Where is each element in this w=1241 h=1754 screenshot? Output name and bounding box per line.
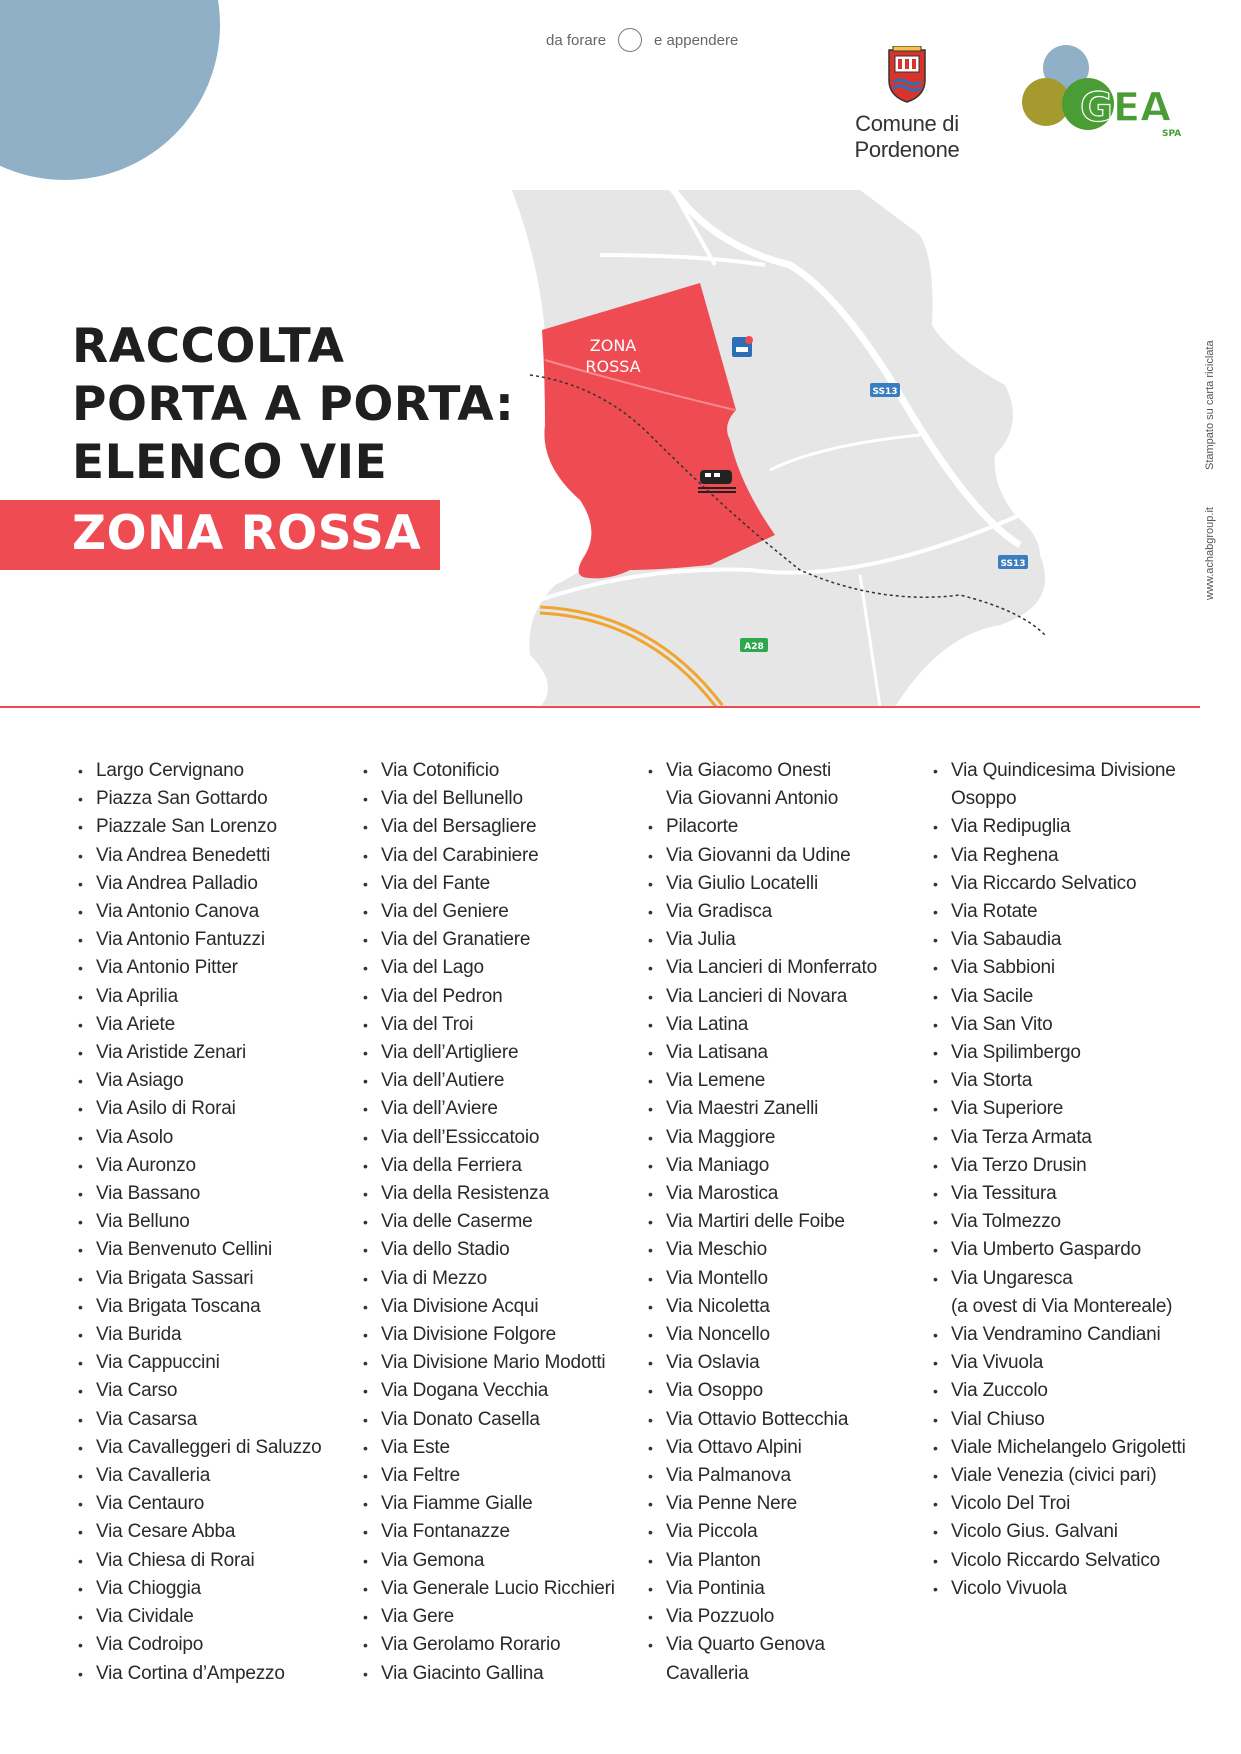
street-item: • Via Planton (648, 1547, 933, 1575)
street-item: • Via Giacomo Onesti (648, 757, 933, 785)
street-item: • Via Gerolamo Rorario (363, 1631, 648, 1659)
street-item: • Via Tolmezzo (933, 1208, 1218, 1236)
street-item: • Via Noncello (648, 1321, 933, 1349)
street-item: • Via Terzo Drusin (933, 1152, 1218, 1180)
road-badge-ss13-upper (870, 383, 900, 397)
coat-of-arms-icon (885, 46, 929, 104)
street-item: • Via Aristide Zenari (78, 1039, 363, 1067)
street-item: • Via Ottavio Bottecchia (648, 1406, 933, 1434)
street-item: (a ovest di Via Montereale) (951, 1295, 1173, 1317)
street-item: • Via Umberto Gaspardo (933, 1236, 1218, 1264)
street-list (78, 757, 1218, 1688)
street-item: • Via Antonio Canova (78, 898, 363, 926)
street-item: • Piazzale San Lorenzo (78, 813, 363, 841)
street-item: • Via San Vito (933, 1011, 1218, 1039)
street-column-1 (78, 757, 363, 1688)
street-item: • Via Gere (363, 1603, 648, 1631)
zone-map-label-line-1: ZONA (589, 336, 637, 355)
street-item: • Via Fiamme Gialle (363, 1490, 648, 1518)
street-column-2 (363, 757, 648, 1688)
street-item: • Via Lancieri di Novara (648, 983, 933, 1011)
street-item: • Via Sacile (933, 983, 1218, 1011)
street-item: • Via Burida (78, 1321, 363, 1349)
street-item: • Via dell’Aviere (363, 1095, 648, 1123)
street-item: • Via del Pedron (363, 983, 648, 1011)
street-item: • Via Cappuccini (78, 1349, 363, 1377)
street-item: • Via Vendramino Candiani (933, 1321, 1218, 1349)
street-item: • Via Centauro (78, 1490, 363, 1518)
punch-instruction (546, 28, 738, 52)
street-item: • Via Reghena (933, 842, 1218, 870)
printed-on-recycled-note: Stampato su carta riciclata (1204, 340, 1216, 470)
comune-logo (812, 46, 1002, 163)
street-item: • Via del Lago (363, 954, 648, 982)
street-item: • Via Nicoletta (648, 1293, 933, 1321)
street-item: • Via Cavalleggeri di Saluzzo (78, 1434, 363, 1462)
gea-logo-sub: SPA (1162, 129, 1182, 139)
street-item: • Via Antonio Fantuzzi (78, 926, 363, 954)
street-item: • Via dell’Autiere (363, 1067, 648, 1095)
road-badge-ss13-upper-text: SS13 (872, 387, 898, 397)
street-item: • Via Cotonificio (363, 757, 648, 785)
street-item: • Via Codroipo (78, 1631, 363, 1659)
street-item: Osoppo (951, 788, 1017, 810)
road-badge-a28-text: A28 (744, 642, 764, 652)
gea-logo-text: GEA (1080, 85, 1172, 131)
punch-right-text: e appendere (654, 31, 739, 49)
street-item: • Vicolo Riccardo Selvatico (933, 1547, 1218, 1575)
street-item: • Vicolo Del Troi (933, 1490, 1218, 1518)
street-item: • Via Ungaresca (933, 1265, 1218, 1293)
title-line-3: ELENCO VIE (72, 435, 388, 490)
street-item: Cavalleria (666, 1662, 749, 1684)
street-item: • Via della Resistenza (363, 1180, 648, 1208)
street-item: • Via Ottavo Alpini (648, 1434, 933, 1462)
street-item: • Vicolo Vivuola (933, 1575, 1218, 1603)
street-item: • Via Asiago (78, 1067, 363, 1095)
street-item: • Via Giovanni da Udine (648, 842, 933, 870)
street-item: • Via Quindicesima Divisione (933, 757, 1218, 785)
section-divider (0, 706, 1200, 708)
zone-map-label-line-2: ROSSA (585, 357, 641, 376)
road-badge-a28 (740, 638, 768, 652)
street-item: • Via Montello (648, 1265, 933, 1293)
street-item: • Via Cavalleria (78, 1462, 363, 1490)
street-item: • Viale Venezia (civici pari) (933, 1462, 1218, 1490)
street-item: • Viale Michelangelo Grigoletti (933, 1434, 1218, 1462)
street-item: • Via Carso (78, 1377, 363, 1405)
decorative-corner-circle (0, 0, 220, 180)
street-item: • Via Sabbioni (933, 954, 1218, 982)
street-column-3 (648, 757, 933, 1688)
street-item: • Via Bassano (78, 1180, 363, 1208)
street-item: • Via Giacinto Gallina (363, 1660, 648, 1688)
zone-banner (0, 500, 440, 570)
gea-logo (1020, 44, 1200, 144)
street-item: • Via Cividale (78, 1603, 363, 1631)
street-item: • Via Pozzuolo (648, 1603, 933, 1631)
street-item: • Via dell’Essiccatoio (363, 1124, 648, 1152)
street-item: • Via del Carabiniere (363, 842, 648, 870)
street-item: • Via Divisione Acqui (363, 1293, 648, 1321)
street-item: • Via Asilo di Rorai (78, 1095, 363, 1123)
street-item: • Via Cesare Abba (78, 1518, 363, 1546)
street-item: • Via Chiesa di Rorai (78, 1547, 363, 1575)
hospital-icon (732, 336, 753, 357)
street-item: • Via Redipuglia (933, 813, 1218, 841)
street-item: • Via Piccola (648, 1518, 933, 1546)
street-item: • Via Spilimbergo (933, 1039, 1218, 1067)
street-item: • Via Gemona (363, 1547, 648, 1575)
street-item: • Via del Bersagliere (363, 813, 648, 841)
street-item: Via Giovanni Antonio (666, 788, 839, 810)
street-item: • Via Tessitura (933, 1180, 1218, 1208)
street-item: • Via Palmanova (648, 1462, 933, 1490)
street-item: • Via Lemene (648, 1067, 933, 1095)
street-item: • Via Maniago (648, 1152, 933, 1180)
street-item: • Via Quarto Genova (648, 1631, 933, 1659)
title-line-1: RACCOLTA (72, 319, 345, 374)
street-item: • Via delle Caserme (363, 1208, 648, 1236)
street-item: • Via Martiri delle Foibe (648, 1208, 933, 1236)
street-item: • Via Aprilia (78, 983, 363, 1011)
street-item: • Via Auronzo (78, 1152, 363, 1180)
street-item: • Vicolo Gius. Galvani (933, 1518, 1218, 1546)
street-item: • Via Maggiore (648, 1124, 933, 1152)
street-item: • Via Vivuola (933, 1349, 1218, 1377)
street-item: • Via Asolo (78, 1124, 363, 1152)
street-item: • Via Dogana Vecchia (363, 1377, 648, 1405)
road-badge-ss13-lower (998, 555, 1028, 569)
road-badge-ss13-lower-text: SS13 (1000, 559, 1026, 569)
street-item: • Via del Bellunello (363, 785, 648, 813)
street-item: • Via Donato Casella (363, 1406, 648, 1434)
street-item: • Via Fontanazze (363, 1518, 648, 1546)
street-item: • Via Zuccolo (933, 1377, 1218, 1405)
street-item: • Via Pontinia (648, 1575, 933, 1603)
street-item: • Via Brigata Toscana (78, 1293, 363, 1321)
street-item: • Via Benvenuto Cellini (78, 1236, 363, 1264)
street-item: • Via Gradisca (648, 898, 933, 926)
street-item: • Via Generale Lucio Ricchieri (363, 1575, 648, 1603)
street-item: • Via Casarsa (78, 1406, 363, 1434)
street-item: • Via Riccardo Selvatico (933, 870, 1218, 898)
street-item: • Via Divisione Folgore (363, 1321, 648, 1349)
street-item: • Via del Fante (363, 870, 648, 898)
street-item: • Via Giulio Locatelli (648, 870, 933, 898)
street-item: • Via Julia (648, 926, 933, 954)
street-item: • Via Cortina d’Ampezzo (78, 1660, 363, 1688)
street-item: • Via Osoppo (648, 1377, 933, 1405)
street-item: • Largo Cervignano (78, 757, 363, 785)
street-item: • Via Andrea Palladio (78, 870, 363, 898)
zone-map (500, 185, 1120, 707)
street-item: • Via Lancieri di Monferrato (648, 954, 933, 982)
street-item: • Via Andrea Benedetti (78, 842, 363, 870)
street-item: • Via Maestri Zanelli (648, 1095, 933, 1123)
street-item: • Via Oslavia (648, 1349, 933, 1377)
street-item: • Via Sabaudia (933, 926, 1218, 954)
punch-left-text: da forare (546, 31, 607, 49)
street-item: • Via Antonio Pitter (78, 954, 363, 982)
website-text: www.achabgroup.it (1204, 507, 1216, 600)
street-item: • Via del Geniere (363, 898, 648, 926)
street-item: • Via del Granatiere (363, 926, 648, 954)
street-item: • Via Brigata Sassari (78, 1265, 363, 1293)
street-item: • Via di Mezzo (363, 1265, 648, 1293)
street-item: • Via Chioggia (78, 1575, 363, 1603)
street-item: • Via dello Stadio (363, 1236, 648, 1264)
title-line-2: PORTA A PORTA: (72, 377, 515, 432)
street-item: • Via Rotate (933, 898, 1218, 926)
street-item: • Piazza San Gottardo (78, 785, 363, 813)
street-item: • Vial Chiuso (933, 1406, 1218, 1434)
street-item: • Pilacorte (648, 813, 933, 841)
street-item: • Via Divisione Mario Modotti (363, 1349, 648, 1377)
street-column-4 (933, 757, 1218, 1688)
page-title (72, 318, 514, 492)
street-item: • Via del Troi (363, 1011, 648, 1039)
street-item: • Via Este (363, 1434, 648, 1462)
comune-name: Comune di Pordenone (854, 111, 960, 162)
punch-hole-circle (618, 28, 642, 52)
street-item: • Via Penne Nere (648, 1490, 933, 1518)
street-item: • Via della Ferriera (363, 1152, 648, 1180)
street-item: • Via Superiore (933, 1095, 1218, 1123)
street-item: • Via dell’Artigliere (363, 1039, 648, 1067)
street-item: • Via Storta (933, 1067, 1218, 1095)
street-item: • Via Terza Armata (933, 1124, 1218, 1152)
street-item: • Via Marostica (648, 1180, 933, 1208)
street-item: • Via Ariete (78, 1011, 363, 1039)
street-item: • Via Belluno (78, 1208, 363, 1236)
street-item: • Via Latina (648, 1011, 933, 1039)
street-item: • Via Feltre (363, 1462, 648, 1490)
street-item: • Via Latisana (648, 1039, 933, 1067)
street-item: • Via Meschio (648, 1236, 933, 1264)
zone-title: ZONA ROSSA (72, 506, 422, 561)
